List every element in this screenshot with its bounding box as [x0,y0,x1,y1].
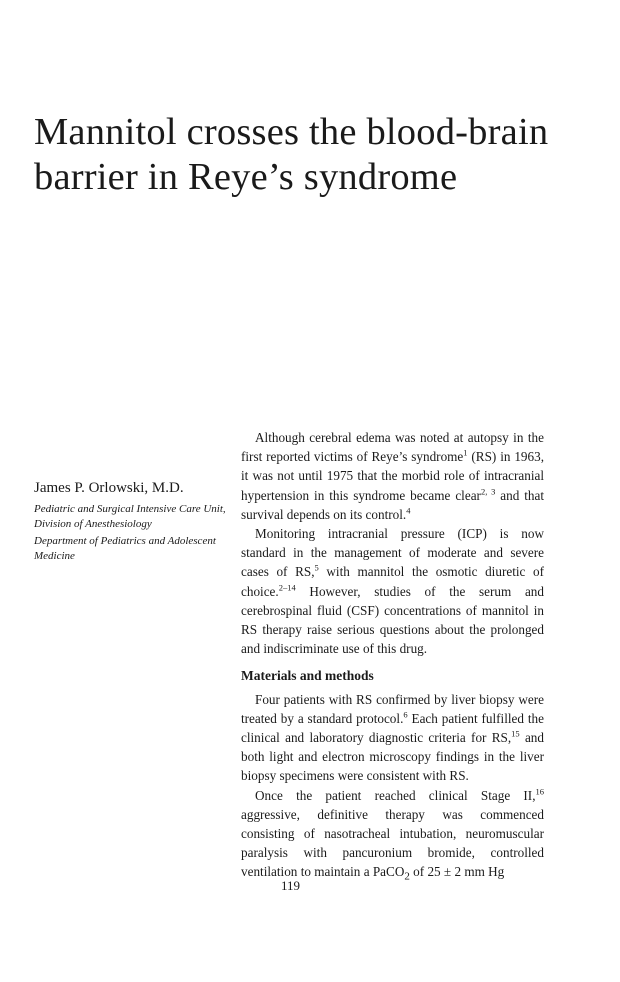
methods-paragraph-2 [241,786,544,888]
citation-ref: 2, 3 [480,486,496,497]
text-run: Four patients with RS confirmed by liver biopsy were treated by a standard protocol. [241,691,544,726]
text-run: Each patient fulfilled the clinical and laboratory diagnostic criteria for RS, [241,710,544,746]
text-run: (RS) in 1963, it was not until 1975 that the morbid role of intracranial hypertension in this syndrome became clear [241,449,544,503]
page-number: 119 [281,878,301,893]
text-run: However, studies of the serum and cerebrospinal fluid (CSF) concentrations of mannitol in RS therapy raise serious questions about the prolonged and indiscriminate use of this drug. [241,583,544,657]
author-affiliation-2: Department of Pediatrics and Adolescent Medicine [34,535,216,562]
citation-ref: 16 [535,786,544,797]
author-block [34,478,234,566]
text-run: of 25 ± 2 mm Hg [409,864,505,880]
citation-ref: 15 [511,728,520,739]
author-affiliation-1: Pediatric and Surgical Intensive Care Unit, Division of Anesthesiology [34,503,226,530]
methods-paragraph-1 [241,690,544,786]
text-run: and that survival depends on its control. [241,487,545,522]
article-title: Mannitol crosses the blood-brain barrier in Reye’s syndrome [34,111,549,198]
text-run: Monitoring intracranial pressure (ICP) is now standard in the management of moderate and severe cases of RS, [241,526,544,580]
citation-ref: 1 [463,447,468,458]
citation-ref: 5 [314,563,319,574]
text-run: Although cerebral edema was noted at autopsy in the first reported victims of Reye’s syndrome [241,430,544,465]
author-name: James P. Orlowski, M.D. [34,480,184,496]
intro-paragraph-2 [241,524,544,658]
text-run: Once the patient reached clinical Stage II, [255,787,536,803]
text-run: aggressive, definitive therapy was commenced consisting of nasotracheal intubation, neuromuscular paralysis with pancuronium bromide, controlled ventilation to maintain a PaCO [241,806,544,880]
citation-ref: 4 [406,505,411,516]
citation-ref: 2–14 [278,582,296,593]
intro-paragraph-1 [241,428,544,524]
section-heading-methods: Materials and methods [241,668,374,684]
text-run: and both light and electron microscopy findings in the liver biopsy specimens were consistent with RS. [241,730,544,784]
body-column [241,428,544,887]
text-run: with mannitol the osmotic diuretic of choice. [241,564,544,599]
citation-ref: 6 [403,709,408,720]
subscript: 2 [404,871,410,884]
